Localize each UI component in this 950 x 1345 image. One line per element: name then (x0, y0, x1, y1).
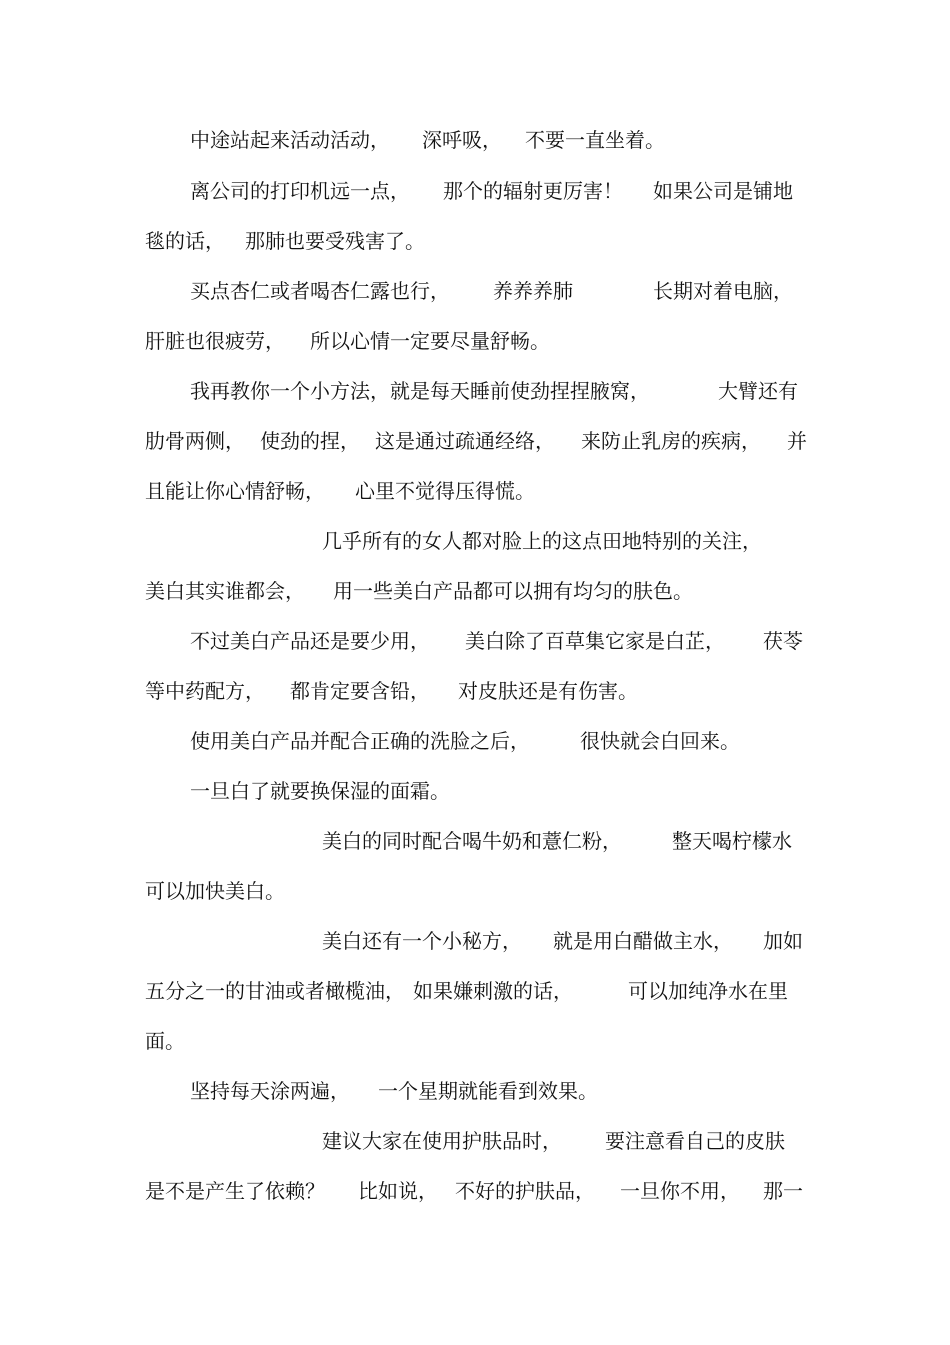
text-segment: 买点杏仁或者喝杏仁露也行， (190, 279, 450, 303)
text-segment: 所以心情一定要尽量舒畅。 (310, 329, 550, 353)
text-segment: 建议大家在使用护肤品时， (322, 1129, 562, 1153)
text-line (0, 425, 950, 457)
text-segment: 来防止乳房的疾病， (581, 429, 761, 453)
text-segment: 离公司的打印机远一点， (190, 179, 410, 203)
text-line (0, 575, 950, 607)
text-segment: 美白其实谁都会， (145, 579, 305, 603)
text-line (0, 925, 950, 957)
text-segment: 中途站起来活动活动， (190, 128, 390, 152)
text-segment: 这是通过疏通经络， (375, 429, 555, 453)
text-segment: 美白的同时配合喝牛奶和薏仁粉， (322, 829, 622, 853)
text-line (0, 325, 950, 357)
text-segment: 几乎所有的女人都对脸上的这点田地特别的关注， (322, 529, 762, 553)
text-segment: 如果嫌刺激的话， (413, 979, 573, 1003)
text-segment: 肋骨两侧， (145, 429, 245, 453)
text-segment: 那一 (763, 1179, 803, 1203)
text-segment: 五分之一的甘油或者橄榄油， (145, 979, 405, 1003)
text-segment: 是不是产生了依赖？ (145, 1179, 325, 1203)
text-segment: 如果公司是铺地 (653, 179, 793, 203)
text-line (0, 1075, 950, 1107)
text-segment: 加如 (763, 929, 803, 953)
text-line (0, 475, 950, 507)
text-line (0, 525, 950, 557)
text-segment: 并 (787, 429, 807, 453)
text-line (0, 124, 950, 156)
text-line (0, 375, 950, 407)
text-segment: 肝脏也很疲劳， (145, 329, 285, 353)
text-line (0, 625, 950, 657)
text-line (0, 1175, 950, 1207)
text-line (0, 775, 950, 807)
text-segment: 很快就会白回来。 (580, 729, 740, 753)
text-line (0, 225, 950, 257)
text-segment: 我再教你一个小方法，就是每天睡前使劲捏捏腋窝， (190, 379, 650, 403)
text-segment: 都肯定要含铅， (290, 679, 430, 703)
text-segment: 长期对着电脑， (653, 279, 793, 303)
text-segment: 毯的话， (145, 229, 225, 253)
text-segment: 不好的护肤品， (455, 1179, 595, 1203)
text-segment: 心里不觉得压得慌。 (355, 479, 535, 503)
text-segment: 就是用白醋做主水， (553, 929, 733, 953)
text-line (0, 725, 950, 757)
text-segment: 养养养肺 (493, 279, 573, 303)
text-line (0, 875, 950, 907)
text-segment: 坚持每天涂两遍， (190, 1079, 350, 1103)
text-segment: 要注意看自己的皮肤 (605, 1129, 785, 1153)
text-segment: 美白还有一个小秘方， (322, 929, 522, 953)
text-segment: 且能让你心情舒畅， (145, 479, 325, 503)
text-segment: 等中药配方， (145, 679, 265, 703)
text-segment: 可以加纯净水在里 (628, 979, 788, 1003)
text-segment: 深呼吸， (422, 128, 502, 152)
text-segment: 使劲的捏， (260, 429, 360, 453)
text-line (0, 275, 950, 307)
text-line (0, 175, 950, 207)
text-segment: 面。 (145, 1029, 185, 1053)
text-segment: 不要一直坐着。 (525, 128, 665, 152)
text-segment: 对皮肤还是有伤害。 (458, 679, 638, 703)
text-line (0, 1025, 950, 1057)
text-segment: 用一些美白产品都可以拥有均匀的肤色。 (333, 579, 693, 603)
text-line (0, 675, 950, 707)
text-segment: 一旦白了就要换保湿的面霜。 (190, 779, 450, 803)
text-segment: 那肺也要受残害了。 (245, 229, 425, 253)
text-segment: 比如说， (358, 1179, 438, 1203)
text-line (0, 825, 950, 857)
text-segment: 整天喝柠檬水 (672, 829, 792, 853)
text-segment: 不过美白产品还是要少用， (190, 629, 430, 653)
text-segment: 可以加快美白。 (145, 879, 285, 903)
text-segment: 一旦你不用， (620, 1179, 740, 1203)
text-segment: 美白除了百草集它家是白芷， (465, 629, 725, 653)
text-line (0, 975, 950, 1007)
text-segment: 一个星期就能看到效果。 (378, 1079, 598, 1103)
text-segment: 使用美白产品并配合正确的洗脸之后， (190, 729, 530, 753)
text-segment: 那个的辐射更厉害！ (443, 179, 623, 203)
text-segment: 茯苓 (763, 629, 803, 653)
text-line (0, 1125, 950, 1157)
text-segment: 大臂还有 (718, 379, 798, 403)
